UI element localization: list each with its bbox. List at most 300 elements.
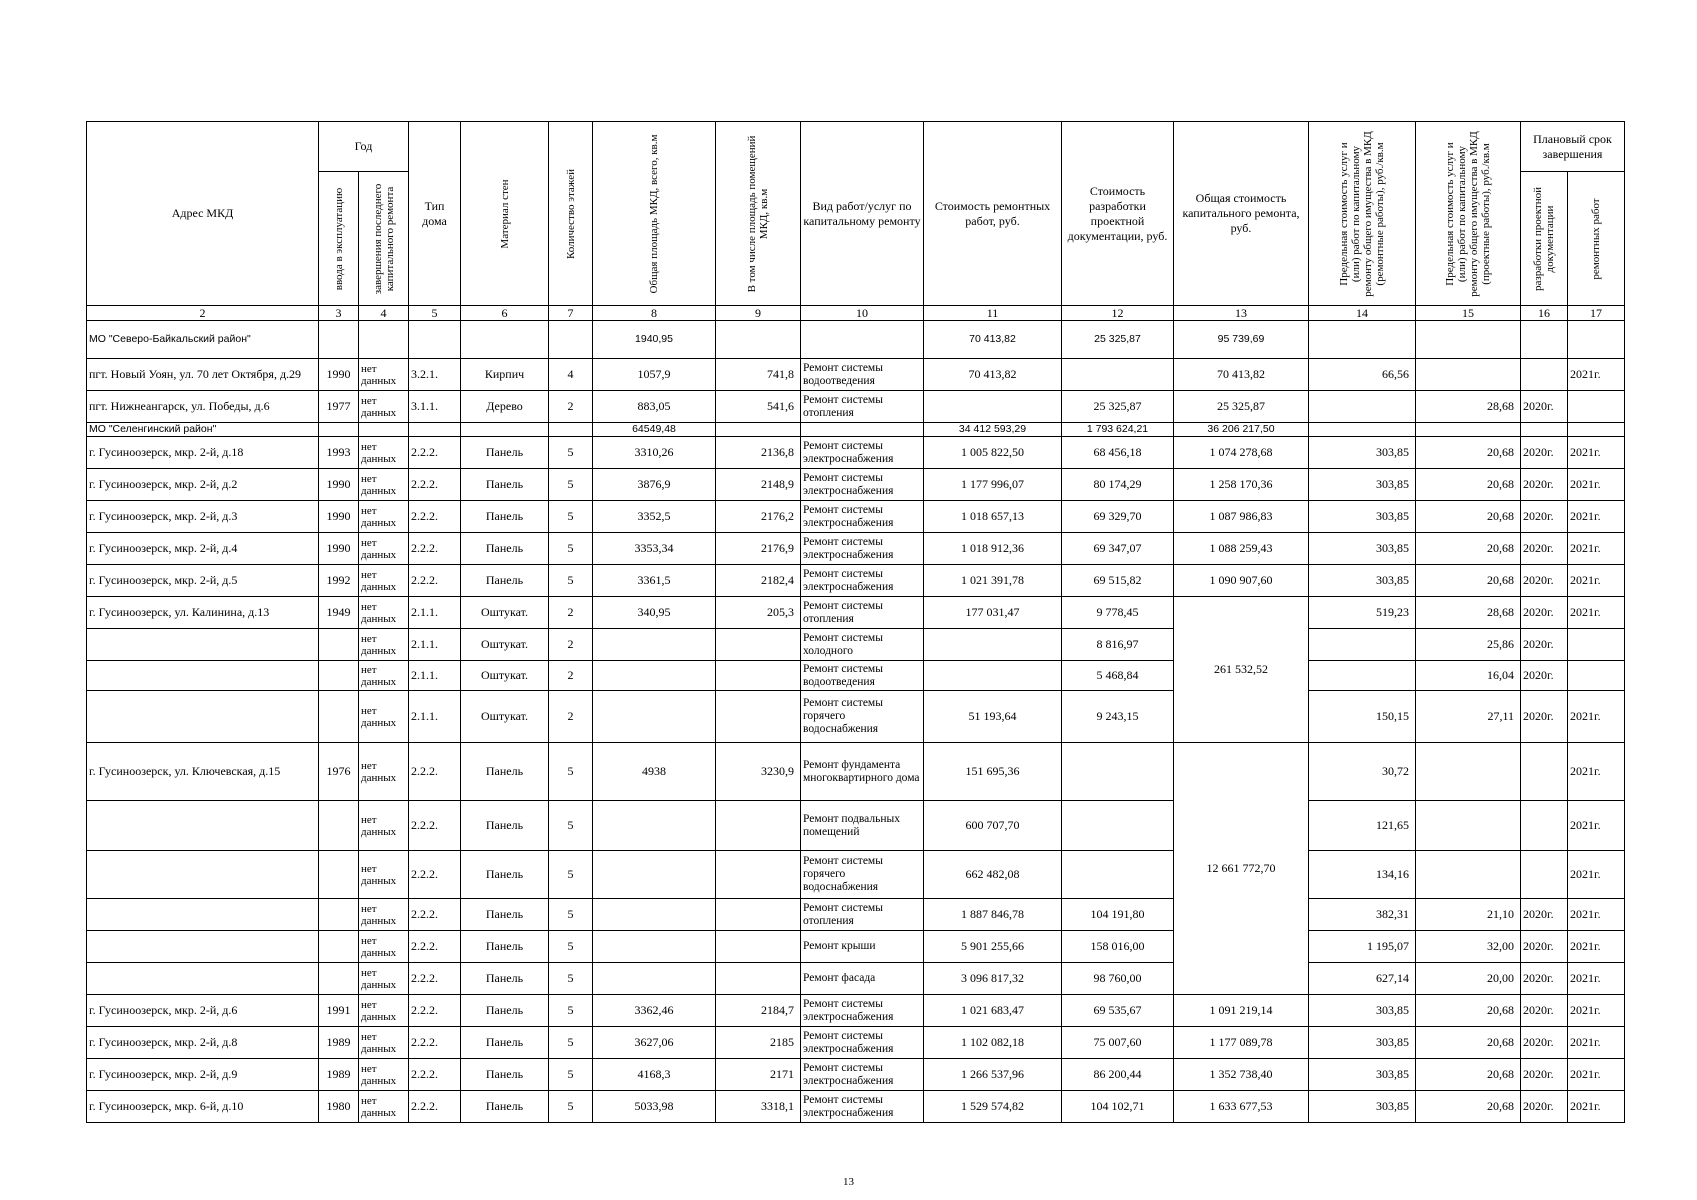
premises-area-cell: 2176,2	[716, 501, 801, 533]
total-area-cell	[593, 963, 716, 995]
limit-repair-cell: 303,85	[1309, 565, 1416, 597]
table-row	[87, 743, 1625, 801]
total-area-cell: 883,05	[593, 391, 716, 423]
table-row	[87, 691, 1625, 743]
total-area-cell	[593, 851, 716, 899]
year-commission-cell: 1990	[319, 469, 359, 501]
deadline-repair-cell: 2021г.	[1568, 801, 1625, 851]
deadline-repair-cell: 2021г.	[1568, 995, 1625, 1027]
total-cost-cell: 1 352 738,40	[1174, 1059, 1309, 1091]
address-cell: г. Гусиноозерск, мкр. 2-й, д.5	[87, 565, 319, 597]
premises-area-cell: 3230,9	[716, 743, 801, 801]
wall-material-cell: Панель	[461, 931, 549, 963]
house-type-cell: 2.2.2.	[409, 501, 461, 533]
repair-cost-cell: 662 482,08	[924, 851, 1062, 899]
house-type-cell: 2.2.2.	[409, 469, 461, 501]
year-last-repair-cell: нет данных	[359, 359, 409, 391]
house-type-cell: 2.2.2.	[409, 1027, 461, 1059]
deadline-design-cell: 2020г.	[1521, 691, 1568, 743]
deadline-design-cell: 2020г.	[1521, 533, 1568, 565]
design-cost-cell: 75 007,60	[1062, 1027, 1174, 1059]
table-row	[87, 1059, 1625, 1091]
deadline-repair-cell: 2021г.	[1568, 931, 1625, 963]
address-cell: г. Гусиноозерск, мкр. 2-й, д.8	[87, 1027, 319, 1059]
address-cell	[87, 661, 319, 691]
address-cell	[87, 801, 319, 851]
premises-area-cell	[716, 801, 801, 851]
premises-area-cell	[716, 691, 801, 743]
year-last-repair-cell: нет данных	[359, 931, 409, 963]
repair-cost-cell: 1 177 996,07	[924, 469, 1062, 501]
deadline-design-cell: 2020г.	[1521, 1027, 1568, 1059]
total-cost-cell: 25 325,87	[1174, 391, 1309, 423]
limit-repair-cell: 134,16	[1309, 851, 1416, 899]
wall-material-cell: Оштукат.	[461, 597, 549, 629]
design-cost-cell	[1062, 743, 1174, 801]
work-type-cell: Ремонт системы холодного	[801, 629, 924, 661]
deadline-repair-cell	[1568, 391, 1625, 423]
floors-cell: 5	[549, 1027, 593, 1059]
year-last-repair-cell: нет данных	[359, 963, 409, 995]
work-type-cell: Ремонт системы горячего водоснабжения	[801, 691, 924, 743]
repair-program-table	[86, 121, 1625, 1123]
limit-design-cell	[1416, 743, 1521, 801]
total-area-cell: 3353,34	[593, 533, 716, 565]
work-type-cell: Ремонт системы электроснабжения	[801, 437, 924, 469]
deadline-repair-cell	[1568, 629, 1625, 661]
total-area-cell	[593, 629, 716, 661]
year-last-repair-cell: нет данных	[359, 899, 409, 931]
premises-area-cell: 2148,9	[716, 469, 801, 501]
wall-material-cell: Панель	[461, 501, 549, 533]
work-type-cell: Ремонт системы горячего водоснабжения	[801, 851, 924, 899]
limit-design-cell: 20,68	[1416, 501, 1521, 533]
repair-cost-cell	[924, 629, 1062, 661]
deadline-repair-cell: 2021г.	[1568, 437, 1625, 469]
header-deadline-design: разработки проектной документации	[1521, 172, 1568, 306]
total-area-cell: 3876,9	[593, 469, 716, 501]
year-commission-cell	[319, 691, 359, 743]
year-last-repair-cell: нет данных	[359, 501, 409, 533]
total-area-cell: 5033,98	[593, 1091, 716, 1123]
total-cost-cell: 1 074 278,68	[1174, 437, 1309, 469]
year-commission-cell	[319, 931, 359, 963]
col-num: 7	[549, 306, 593, 321]
premises-area-cell	[716, 661, 801, 691]
deadline-design-cell: 2020г.	[1521, 931, 1568, 963]
limit-repair-cell: 303,85	[1309, 1091, 1416, 1123]
limit-repair-cell: 303,85	[1309, 995, 1416, 1027]
header-limit-repair: Предельная стоимость услуг и (или) работ по капитальному ремонту общего имущества в МКД (ремонтные работы), руб./кв.м	[1309, 122, 1416, 306]
district-summary-row	[87, 321, 1625, 359]
floors-cell: 5	[549, 437, 593, 469]
limit-repair-cell	[1309, 391, 1416, 423]
house-type-cell: 2.2.2.	[409, 565, 461, 597]
header-address: Адрес МКД	[87, 122, 319, 306]
design-cost-cell: 80 174,29	[1062, 469, 1174, 501]
year-last-repair-cell: нет данных	[359, 801, 409, 851]
premises-area-cell: 2136,8	[716, 437, 801, 469]
district-area: 1940,95	[593, 321, 716, 359]
year-commission-cell: 1977	[319, 391, 359, 423]
address-cell	[87, 931, 319, 963]
limit-design-cell: 20,68	[1416, 533, 1521, 565]
total-area-cell: 3310,26	[593, 437, 716, 469]
repair-cost-cell	[924, 661, 1062, 691]
deadline-design-cell	[1521, 359, 1568, 391]
work-type-cell: Ремонт фасада	[801, 963, 924, 995]
district-name: МО "Северо-Байкальский район"	[87, 321, 319, 359]
year-last-repair-cell: нет данных	[359, 851, 409, 899]
limit-design-cell: 20,68	[1416, 565, 1521, 597]
repair-cost-cell: 1 266 537,96	[924, 1059, 1062, 1091]
deadline-design-cell	[1521, 851, 1568, 899]
house-type-cell: 2.2.2.	[409, 1059, 461, 1091]
floors-cell: 2	[549, 391, 593, 423]
premises-area-cell	[716, 931, 801, 963]
work-type-cell: Ремонт крыши	[801, 931, 924, 963]
col-num: 2	[87, 306, 319, 321]
total-area-cell: 4938	[593, 743, 716, 801]
premises-area-cell	[716, 851, 801, 899]
deadline-repair-cell: 2021г.	[1568, 597, 1625, 629]
total-area-cell: 4168,3	[593, 1059, 716, 1091]
deadline-design-cell: 2020г.	[1521, 597, 1568, 629]
district-design-total: 1 793 624,21	[1062, 423, 1174, 437]
total-area-cell: 1057,9	[593, 359, 716, 391]
repair-cost-cell: 1 021 391,78	[924, 565, 1062, 597]
district-design-total: 25 325,87	[1062, 321, 1174, 359]
limit-repair-cell: 303,85	[1309, 533, 1416, 565]
wall-material-cell: Оштукат.	[461, 661, 549, 691]
address-cell: г. Гусиноозерск, мкр. 2-й, д.4	[87, 533, 319, 565]
work-type-cell: Ремонт фундамента многоквартирного дома	[801, 743, 924, 801]
wall-material-cell: Панель	[461, 469, 549, 501]
limit-repair-cell: 121,65	[1309, 801, 1416, 851]
design-cost-cell: 69 329,70	[1062, 501, 1174, 533]
house-type-cell: 3.2.1.	[409, 359, 461, 391]
total-area-cell	[593, 931, 716, 963]
work-type-cell: Ремонт подвальных помещений	[801, 801, 924, 851]
design-cost-cell: 68 456,18	[1062, 437, 1174, 469]
design-cost-cell: 9 243,15	[1062, 691, 1174, 743]
address-cell: г. Гусиноозерск, мкр. 2-й, д.18	[87, 437, 319, 469]
work-type-cell: Ремонт системы отопления	[801, 899, 924, 931]
col-num: 17	[1568, 306, 1625, 321]
deadline-repair-cell: 2021г.	[1568, 1027, 1625, 1059]
year-last-repair-cell: нет данных	[359, 629, 409, 661]
col-num: 4	[359, 306, 409, 321]
total-area-cell	[593, 661, 716, 691]
year-last-repair-cell: нет данных	[359, 691, 409, 743]
total-cost-cell: 1 258 170,36	[1174, 469, 1309, 501]
total-area-cell: 3361,5	[593, 565, 716, 597]
design-cost-cell: 69 347,07	[1062, 533, 1174, 565]
design-cost-cell: 98 760,00	[1062, 963, 1174, 995]
col-num: 13	[1174, 306, 1309, 321]
premises-area-cell: 541,6	[716, 391, 801, 423]
header-premises-area: В том числе площадь помещений МКД, кв.м	[716, 122, 801, 306]
limit-repair-cell: 303,85	[1309, 501, 1416, 533]
deadline-repair-cell: 2021г.	[1568, 1091, 1625, 1123]
deadline-design-cell: 2020г.	[1521, 501, 1568, 533]
limit-repair-cell	[1309, 629, 1416, 661]
total-area-cell: 340,95	[593, 597, 716, 629]
deadline-design-cell: 2020г.	[1521, 437, 1568, 469]
limit-design-cell: 20,68	[1416, 469, 1521, 501]
repair-cost-cell	[924, 391, 1062, 423]
district-repair-total: 70 413,82	[924, 321, 1062, 359]
col-num: 9	[716, 306, 801, 321]
deadline-design-cell: 2020г.	[1521, 469, 1568, 501]
address-cell: г. Гусиноозерск, мкр. 6-й, д.10	[87, 1091, 319, 1123]
header-total-area: Общая площадь МКД, всего, кв.м	[593, 122, 716, 306]
header-wall-material: Материал стен	[461, 122, 549, 306]
year-commission-cell: 1992	[319, 565, 359, 597]
limit-design-cell: 20,68	[1416, 1027, 1521, 1059]
total-cost-cell: 70 413,82	[1174, 359, 1309, 391]
house-type-cell: 2.2.2.	[409, 437, 461, 469]
wall-material-cell: Панель	[461, 899, 549, 931]
year-commission-cell	[319, 851, 359, 899]
deadline-design-cell: 2020г.	[1521, 1059, 1568, 1091]
deadline-repair-cell: 2021г.	[1568, 565, 1625, 597]
header-limit-design: Предельная стоимость услуг и (или) работ по капитальному ремонту общего имущества в МКД (проектные работы), руб./кв.м	[1416, 122, 1521, 306]
deadline-repair-cell: 2021г.	[1568, 501, 1625, 533]
wall-material-cell: Панель	[461, 1091, 549, 1123]
table-row	[87, 1091, 1625, 1123]
design-cost-cell: 69 535,67	[1062, 995, 1174, 1027]
floors-cell: 5	[549, 995, 593, 1027]
header-year-last-repair: завершения последнего капитального ремонта	[359, 172, 409, 306]
repair-cost-cell: 1 005 822,50	[924, 437, 1062, 469]
limit-design-cell: 32,00	[1416, 931, 1521, 963]
limit-design-cell: 16,04	[1416, 661, 1521, 691]
year-commission-cell: 1991	[319, 995, 359, 1027]
year-last-repair-cell: нет данных	[359, 743, 409, 801]
wall-material-cell: Панель	[461, 437, 549, 469]
header-year-group: Год	[319, 122, 409, 172]
floors-cell: 5	[549, 931, 593, 963]
deadline-design-cell	[1521, 801, 1568, 851]
year-commission-cell	[319, 963, 359, 995]
col-num: 15	[1416, 306, 1521, 321]
house-type-cell: 2.2.2.	[409, 533, 461, 565]
deadline-repair-cell: 2021г.	[1568, 359, 1625, 391]
total-area-cell: 3362,46	[593, 995, 716, 1027]
deadline-repair-cell	[1568, 661, 1625, 691]
table-row	[87, 899, 1625, 931]
table-row	[87, 629, 1625, 661]
limit-design-cell: 20,68	[1416, 995, 1521, 1027]
limit-design-cell: 20,68	[1416, 437, 1521, 469]
work-type-cell: Ремонт системы электроснабжения	[801, 533, 924, 565]
address-cell: г. Гусиноозерск, ул. Ключевская, д.15	[87, 743, 319, 801]
header-total-cost: Общая стоимость капитального ремонта, руб.	[1174, 122, 1309, 306]
year-last-repair-cell: нет данных	[359, 533, 409, 565]
total-cost-cell: 12 661 772,70	[1174, 743, 1309, 995]
total-cost-cell: 1 087 986,83	[1174, 501, 1309, 533]
year-last-repair-cell: нет данных	[359, 437, 409, 469]
floors-cell: 5	[549, 1059, 593, 1091]
house-type-cell: 2.1.1.	[409, 597, 461, 629]
premises-area-cell	[716, 963, 801, 995]
total-cost-cell: 1 633 677,53	[1174, 1091, 1309, 1123]
district-name: МО "Селенгинский район"	[87, 423, 319, 437]
limit-repair-cell: 66,56	[1309, 359, 1416, 391]
house-type-cell: 3.1.1.	[409, 391, 461, 423]
table-row	[87, 1027, 1625, 1059]
wall-material-cell: Панель	[461, 565, 549, 597]
total-area-cell: 3352,5	[593, 501, 716, 533]
total-cost-cell: 1 177 089,78	[1174, 1027, 1309, 1059]
total-cost-cell: 1 088 259,43	[1174, 533, 1309, 565]
page-number: 13	[843, 1176, 854, 1188]
house-type-cell: 2.1.1.	[409, 661, 461, 691]
year-last-repair-cell: нет данных	[359, 995, 409, 1027]
header-floors: Количество этажей	[549, 122, 593, 306]
repair-cost-cell: 1 102 082,18	[924, 1027, 1062, 1059]
design-cost-cell	[1062, 851, 1174, 899]
table-row	[87, 851, 1625, 899]
work-type-cell: Ремонт системы водоотведения	[801, 359, 924, 391]
limit-design-cell: 20,68	[1416, 1091, 1521, 1123]
floors-cell: 5	[549, 501, 593, 533]
premises-area-cell: 2171	[716, 1059, 801, 1091]
design-cost-cell	[1062, 359, 1174, 391]
table-row	[87, 533, 1625, 565]
year-commission-cell: 1990	[319, 501, 359, 533]
deadline-design-cell: 2020г.	[1521, 629, 1568, 661]
design-cost-cell: 104 102,71	[1062, 1091, 1174, 1123]
column-numbers-row	[87, 306, 1625, 321]
deadline-repair-cell: 2021г.	[1568, 533, 1625, 565]
col-num: 5	[409, 306, 461, 321]
house-type-cell: 2.2.2.	[409, 801, 461, 851]
wall-material-cell: Панель	[461, 851, 549, 899]
header-deadline-group: Плановый срок завершения	[1521, 122, 1625, 172]
table-row	[87, 501, 1625, 533]
header-work-type: Вид работ/услуг по капитальному ремонту	[801, 122, 924, 306]
wall-material-cell: Панель	[461, 801, 549, 851]
district-grand-total: 36 206 217,50	[1174, 423, 1309, 437]
table-row	[87, 801, 1625, 851]
limit-repair-cell: 303,85	[1309, 437, 1416, 469]
repair-cost-cell: 51 193,64	[924, 691, 1062, 743]
address-cell	[87, 899, 319, 931]
year-last-repair-cell: нет данных	[359, 1027, 409, 1059]
wall-material-cell: Панель	[461, 1059, 549, 1091]
limit-repair-cell: 1 195,07	[1309, 931, 1416, 963]
address-cell: г. Гусиноозерск, мкр. 2-й, д.3	[87, 501, 319, 533]
year-commission-cell: 1980	[319, 1091, 359, 1123]
design-cost-cell: 5 468,84	[1062, 661, 1174, 691]
work-type-cell: Ремонт системы электроснабжения	[801, 1027, 924, 1059]
col-num: 10	[801, 306, 924, 321]
work-type-cell: Ремонт системы отопления	[801, 391, 924, 423]
limit-repair-cell: 519,23	[1309, 597, 1416, 629]
total-area-cell	[593, 801, 716, 851]
district-summary-row	[87, 423, 1625, 437]
limit-repair-cell: 382,31	[1309, 899, 1416, 931]
year-commission-cell	[319, 899, 359, 931]
header-repair-cost: Стоимость ремонтных работ, руб.	[924, 122, 1062, 306]
design-cost-cell: 158 016,00	[1062, 931, 1174, 963]
year-last-repair-cell: нет данных	[359, 391, 409, 423]
limit-repair-cell: 303,85	[1309, 1059, 1416, 1091]
house-type-cell: 2.1.1.	[409, 691, 461, 743]
design-cost-cell: 9 778,45	[1062, 597, 1174, 629]
repair-cost-cell: 151 695,36	[924, 743, 1062, 801]
year-last-repair-cell: нет данных	[359, 469, 409, 501]
total-cost-cell: 1 091 219,14	[1174, 995, 1309, 1027]
house-type-cell: 2.2.2.	[409, 931, 461, 963]
deadline-design-cell: 2020г.	[1521, 899, 1568, 931]
limit-repair-cell: 30,72	[1309, 743, 1416, 801]
col-num: 11	[924, 306, 1062, 321]
repair-cost-cell: 1 529 574,82	[924, 1091, 1062, 1123]
table-row	[87, 469, 1625, 501]
deadline-design-cell	[1521, 743, 1568, 801]
premises-area-cell: 3318,1	[716, 1091, 801, 1123]
deadline-repair-cell: 2021г.	[1568, 899, 1625, 931]
year-last-repair-cell: нет данных	[359, 661, 409, 691]
design-cost-cell: 69 515,82	[1062, 565, 1174, 597]
premises-area-cell	[716, 899, 801, 931]
house-type-cell: 2.2.2.	[409, 1091, 461, 1123]
header-house-type: Тип дома	[409, 122, 461, 306]
wall-material-cell: Панель	[461, 743, 549, 801]
deadline-design-cell: 2020г.	[1521, 963, 1568, 995]
district-grand-total: 95 739,69	[1174, 321, 1309, 359]
col-num: 16	[1521, 306, 1568, 321]
deadline-repair-cell: 2021г.	[1568, 851, 1625, 899]
year-commission-cell: 1990	[319, 533, 359, 565]
floors-cell: 5	[549, 1091, 593, 1123]
work-type-cell: Ремонт системы электроснабжения	[801, 469, 924, 501]
limit-repair-cell: 627,14	[1309, 963, 1416, 995]
limit-repair-cell: 303,85	[1309, 1027, 1416, 1059]
premises-area-cell: 741,8	[716, 359, 801, 391]
address-cell	[87, 629, 319, 661]
year-last-repair-cell: нет данных	[359, 597, 409, 629]
year-last-repair-cell: нет данных	[359, 1091, 409, 1123]
table-row	[87, 661, 1625, 691]
repair-cost-cell: 177 031,47	[924, 597, 1062, 629]
limit-design-cell: 20,00	[1416, 963, 1521, 995]
limit-design-cell: 25,86	[1416, 629, 1521, 661]
floors-cell: 5	[549, 469, 593, 501]
deadline-repair-cell: 2021г.	[1568, 963, 1625, 995]
col-num: 12	[1062, 306, 1174, 321]
floors-cell: 2	[549, 629, 593, 661]
house-type-cell: 2.2.2.	[409, 743, 461, 801]
year-commission-cell: 1976	[319, 743, 359, 801]
deadline-design-cell: 2020г.	[1521, 1091, 1568, 1123]
wall-material-cell: Панель	[461, 533, 549, 565]
floors-cell: 5	[549, 743, 593, 801]
house-type-cell: 2.2.2.	[409, 995, 461, 1027]
work-type-cell: Ремонт системы электроснабжения	[801, 995, 924, 1027]
year-last-repair-cell: нет данных	[359, 1059, 409, 1091]
house-type-cell: 2.2.2.	[409, 851, 461, 899]
district-repair-total: 34 412 593,29	[924, 423, 1062, 437]
design-cost-cell: 8 816,97	[1062, 629, 1174, 661]
house-type-cell: 2.1.1.	[409, 629, 461, 661]
deadline-repair-cell: 2021г.	[1568, 691, 1625, 743]
repair-cost-cell: 70 413,82	[924, 359, 1062, 391]
total-cost-cell: 1 090 907,60	[1174, 565, 1309, 597]
